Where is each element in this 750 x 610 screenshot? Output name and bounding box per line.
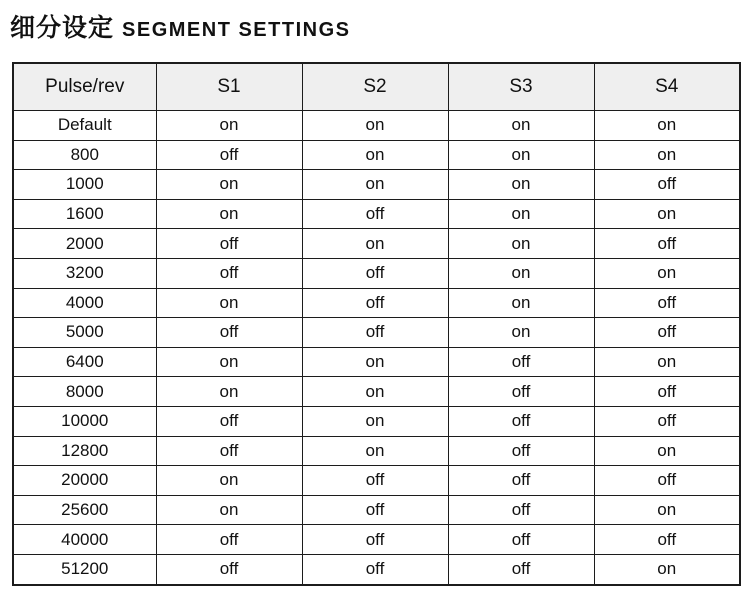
s1-cell: on — [156, 111, 302, 141]
s1-cell: off — [156, 229, 302, 259]
s2-cell: off — [302, 318, 448, 348]
pulse-rev-cell: 4000 — [13, 288, 156, 318]
table-row — [13, 436, 740, 466]
s2-cell: on — [302, 229, 448, 259]
s4-cell: on — [594, 495, 740, 525]
s1-cell: on — [156, 377, 302, 407]
s4-cell: off — [594, 288, 740, 318]
s3-cell: off — [448, 554, 594, 584]
s3-cell: on — [448, 199, 594, 229]
s3-cell: off — [448, 466, 594, 496]
s1-cell: off — [156, 406, 302, 436]
s1-cell: off — [156, 140, 302, 170]
s2-cell: on — [302, 170, 448, 200]
s2-cell: on — [302, 111, 448, 141]
table-row — [13, 258, 740, 288]
s4-cell: on — [594, 199, 740, 229]
s3-cell: off — [448, 495, 594, 525]
table-row — [13, 288, 740, 318]
segment-settings-table — [12, 62, 741, 586]
s3-cell: on — [448, 111, 594, 141]
s4-cell: on — [594, 554, 740, 584]
table-header — [13, 63, 740, 111]
pulse-rev-cell: 6400 — [13, 347, 156, 377]
pulse-rev-cell: 1600 — [13, 199, 156, 229]
pulse-rev-cell: 10000 — [13, 406, 156, 436]
s3-cell: off — [448, 406, 594, 436]
s2-cell: off — [302, 495, 448, 525]
s4-cell: off — [594, 229, 740, 259]
s3-cell: on — [448, 258, 594, 288]
pulse-rev-cell: 5000 — [13, 318, 156, 348]
page-title-latin: SEGMENT SETTINGS — [122, 19, 351, 41]
s4-cell: off — [594, 170, 740, 200]
page-title — [10, 8, 740, 44]
pulse-rev-cell: Default — [13, 111, 156, 141]
s1-cell: off — [156, 318, 302, 348]
pulse-rev-cell: 1000 — [13, 170, 156, 200]
table-row — [13, 199, 740, 229]
s3-cell: on — [448, 229, 594, 259]
segment-table-body — [13, 111, 740, 585]
s3-cell: on — [448, 140, 594, 170]
s1-cell: off — [156, 525, 302, 555]
table-row — [13, 377, 740, 407]
pulse-rev-cell: 800 — [13, 140, 156, 170]
table-row — [13, 554, 740, 584]
s2-cell: off — [302, 288, 448, 318]
table-row — [13, 406, 740, 436]
s4-cell: off — [594, 406, 740, 436]
s1-cell: on — [156, 495, 302, 525]
s2-cell: on — [302, 406, 448, 436]
pulse-rev-cell: 2000 — [13, 229, 156, 259]
s1-cell: off — [156, 554, 302, 584]
s1-cell: on — [156, 288, 302, 318]
header-s1: S1 — [156, 63, 302, 111]
header-s4: S4 — [594, 63, 740, 111]
s1-cell: off — [156, 436, 302, 466]
pulse-rev-cell: 20000 — [13, 466, 156, 496]
s3-cell: on — [448, 288, 594, 318]
pulse-rev-cell: 8000 — [13, 377, 156, 407]
table-row — [13, 466, 740, 496]
s3-cell: off — [448, 525, 594, 555]
s4-cell: on — [594, 347, 740, 377]
s2-cell: off — [302, 258, 448, 288]
table-row — [13, 525, 740, 555]
table-row — [13, 170, 740, 200]
s1-cell: on — [156, 199, 302, 229]
table-header-row — [13, 63, 740, 111]
s3-cell: off — [448, 436, 594, 466]
s4-cell: on — [594, 111, 740, 141]
pulse-rev-cell: 51200 — [13, 554, 156, 584]
s1-cell: on — [156, 347, 302, 377]
s4-cell: off — [594, 377, 740, 407]
s3-cell: on — [448, 318, 594, 348]
table-row — [13, 111, 740, 141]
s3-cell: off — [448, 347, 594, 377]
s2-cell: off — [302, 525, 448, 555]
pulse-rev-cell: 12800 — [13, 436, 156, 466]
s2-cell: on — [302, 347, 448, 377]
s4-cell: on — [594, 258, 740, 288]
s4-cell: off — [594, 318, 740, 348]
table-row — [13, 347, 740, 377]
pulse-rev-cell: 3200 — [13, 258, 156, 288]
table-row — [13, 318, 740, 348]
header-pulse-rev: Pulse/rev — [13, 63, 156, 111]
table-row — [13, 140, 740, 170]
s1-cell: off — [156, 258, 302, 288]
s3-cell: off — [448, 377, 594, 407]
s4-cell: off — [594, 466, 740, 496]
s3-cell: on — [448, 170, 594, 200]
header-s3: S3 — [448, 63, 594, 111]
s4-cell: on — [594, 436, 740, 466]
s2-cell: on — [302, 436, 448, 466]
s2-cell: off — [302, 466, 448, 496]
pulse-rev-cell: 40000 — [13, 525, 156, 555]
s1-cell: on — [156, 466, 302, 496]
s2-cell: on — [302, 377, 448, 407]
pulse-rev-cell: 25600 — [13, 495, 156, 525]
table-row — [13, 495, 740, 525]
header-s2: S2 — [302, 63, 448, 111]
table-row — [13, 229, 740, 259]
s4-cell: on — [594, 140, 740, 170]
s2-cell: off — [302, 554, 448, 584]
s4-cell: off — [594, 525, 740, 555]
s2-cell: on — [302, 140, 448, 170]
page-title-cjk: 细分设定 — [10, 14, 115, 42]
s1-cell: on — [156, 170, 302, 200]
s2-cell: off — [302, 199, 448, 229]
